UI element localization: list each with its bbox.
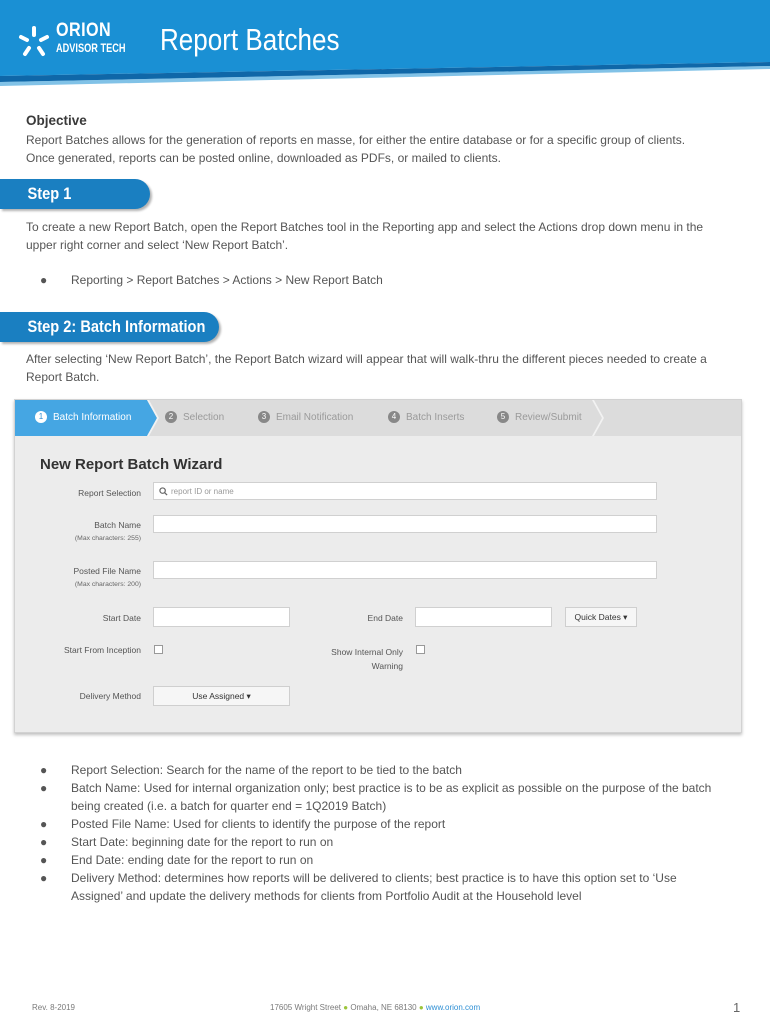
quick-dates-button[interactable]: Quick Dates ▾ <box>565 607 637 627</box>
step2-text <box>26 351 762 386</box>
end-date-label: End Date <box>367 613 403 623</box>
wizard-step-2[interactable] <box>165 400 224 436</box>
posted-file-name-hint: (Max characters: 200) <box>74 581 141 588</box>
batch-name-label: Batch Name (Max characters: 255) <box>35 520 141 542</box>
step-number: 5 <box>497 411 509 423</box>
step1-bullet-text: Reporting > Report Batches > Actions > New Report Batch <box>71 273 383 287</box>
objective-heading: Objective <box>26 113 87 128</box>
logo-wordmark: ORION <box>56 20 112 41</box>
step-label: Email Notification <box>276 412 354 423</box>
footer-website-link[interactable]: www.orion.com <box>425 1003 481 1012</box>
footer-revision: Rev. 8-2019 <box>32 1003 75 1012</box>
wizard-step-1[interactable] <box>35 400 131 436</box>
step1-title: Step 1 <box>27 184 72 203</box>
step2-line-2: Report Batch. <box>26 369 100 384</box>
step-label: Batch Inserts <box>406 412 465 423</box>
wizard-step-3[interactable] <box>258 400 353 436</box>
posted-file-name-label: Posted File Name (Max characters: 200) <box>35 566 141 588</box>
step2-title: Step 2: Batch Information <box>27 317 206 336</box>
show-internal-only-checkbox[interactable] <box>416 645 425 654</box>
header-banner <box>0 0 770 90</box>
step1-line-2: upper right corner and select ‘New Report Batch’. <box>26 237 289 252</box>
report-selection-placeholder: report ID or name <box>171 487 234 496</box>
wizard-step-5[interactable] <box>497 400 582 436</box>
show-internal-only-label: Show Internal Only Warning <box>331 647 403 671</box>
end-date-input[interactable] <box>415 607 552 627</box>
step-label: Batch Information <box>53 412 132 423</box>
posted-file-name-input[interactable] <box>153 561 657 579</box>
page-number: 1 <box>733 1000 741 1015</box>
delivery-method-label: Delivery Method <box>79 691 141 701</box>
batch-name-input[interactable] <box>153 515 657 533</box>
delivery-method-dropdown[interactable]: Use Assigned ▾ <box>153 686 290 706</box>
report-batch-wizard <box>14 399 742 733</box>
wizard-step-4[interactable] <box>388 400 464 436</box>
step2-line-1: After selecting ‘New Report Batch’, the Report Batch wizard will appear that will walk-thru the different pieces needed to create a <box>26 352 707 366</box>
footer-address: 17605 Wright Street ● Omaha, NE 68130 ● www.orion.com <box>270 1003 481 1012</box>
report-selection-label: Report Selection <box>78 488 141 498</box>
step-label: Selection <box>183 412 225 423</box>
start-from-inception-checkbox[interactable] <box>154 645 163 654</box>
objective-text <box>26 132 762 167</box>
batch-name-hint: (Max characters: 255) <box>74 535 141 542</box>
step1-banner <box>0 179 150 209</box>
step1-text <box>26 219 762 254</box>
start-date-input[interactable] <box>153 607 290 627</box>
logo-subline: ADVISOR TECH <box>56 43 126 55</box>
orion-star-icon <box>16 24 52 60</box>
wizard-title: New Report Batch Wizard <box>40 456 223 473</box>
step-number: 2 <box>165 411 177 423</box>
step-label: Review/Submit <box>515 412 582 423</box>
objective-line-2: Once generated, reports can be posted online, downloaded as PDFs, or mailed to clients. <box>26 150 501 165</box>
wizard-steps <box>15 400 741 436</box>
report-selection-input[interactable] <box>153 482 657 500</box>
step-number: 4 <box>388 411 400 423</box>
search-icon <box>159 487 168 496</box>
step-number: 1 <box>35 411 47 423</box>
page-title: Report Batches <box>160 22 340 57</box>
step2-banner <box>0 312 219 342</box>
orion-logo <box>16 20 136 64</box>
step-number: 3 <box>258 411 270 423</box>
start-date-label: Start Date <box>102 613 141 623</box>
step1-line-1: To create a new Report Batch, open the Report Batches tool in the Reporting app and select the Actions drop down menu in the <box>26 220 704 234</box>
start-from-inception-label: Start From Inception <box>63 645 141 655</box>
objective-line-1: Report Batches allows for the generation of reports en masse, for either the entire database or for a specific group of clients. <box>26 133 686 147</box>
